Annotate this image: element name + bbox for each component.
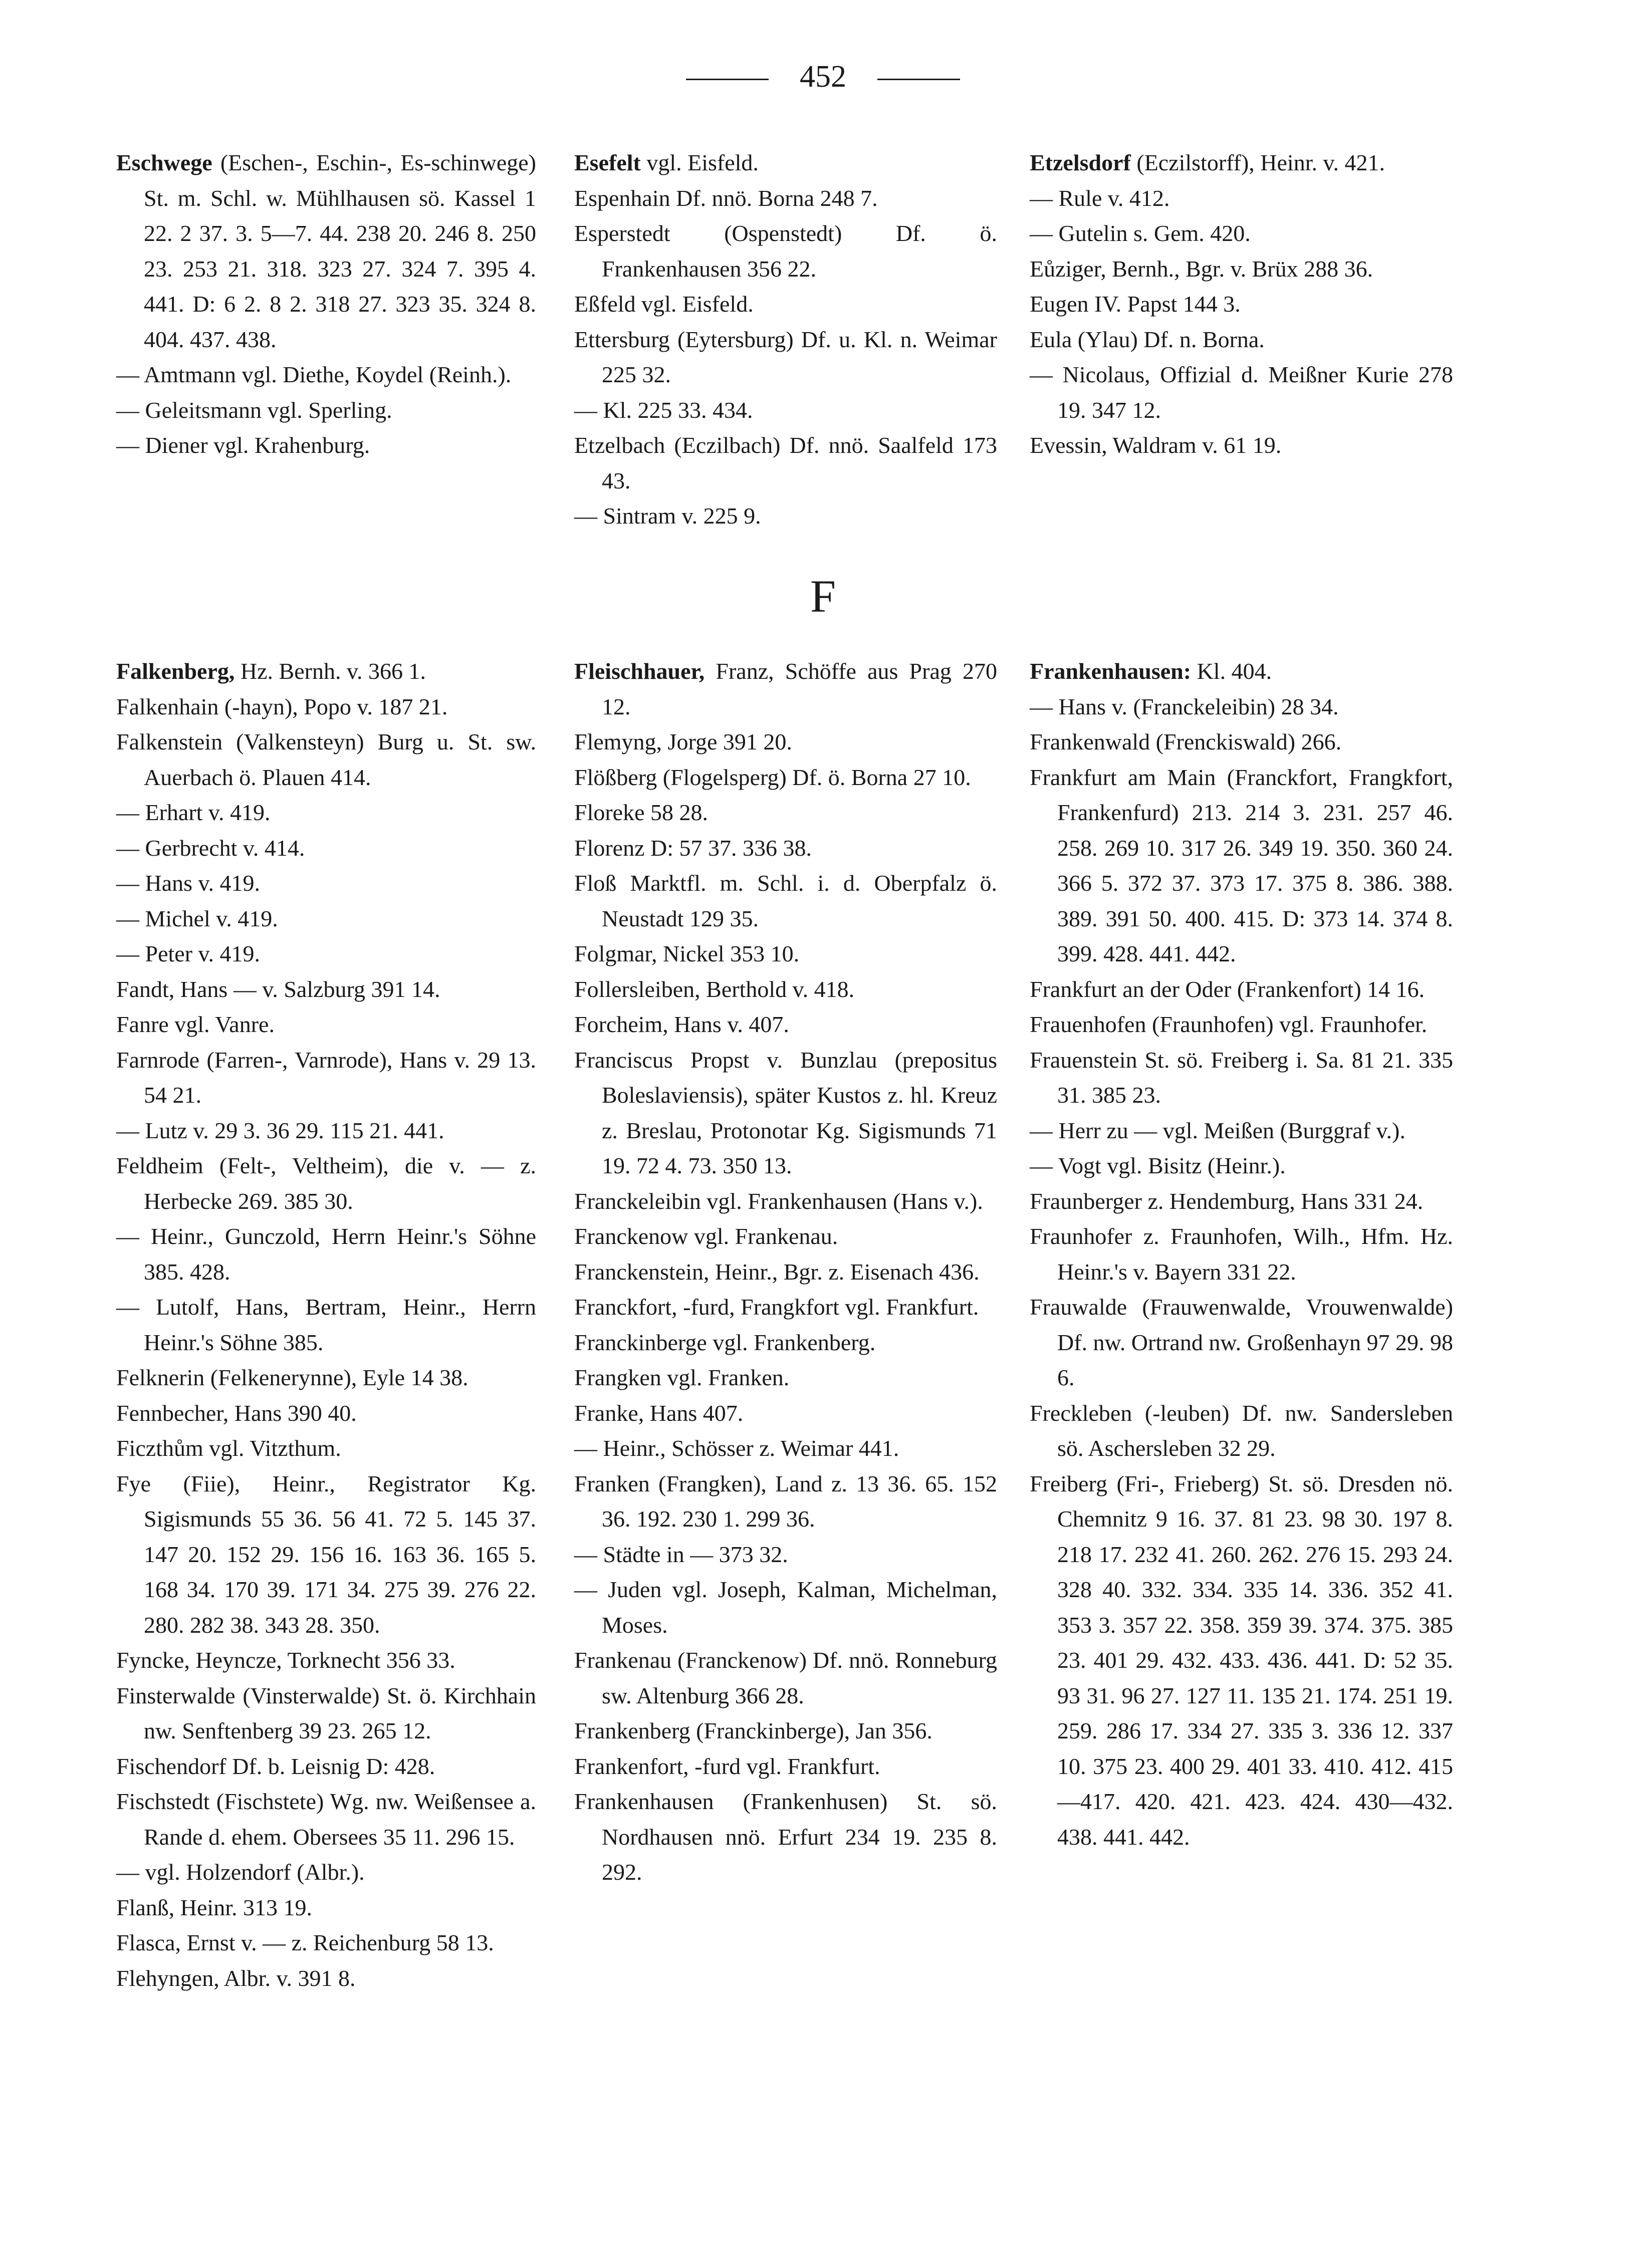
entry-text: Etzelbach (Eczilbach) Df. nnö. Saalfeld 173 43. <box>574 432 997 493</box>
entry-text: Franckfort, -furd, Frangkfort vgl. Frankfurt. <box>574 1294 979 1320</box>
bottom-column-2 <box>574 654 997 1890</box>
header-rule-right <box>877 79 960 80</box>
index-entry <box>116 831 536 866</box>
entry-text: Flasca, Ernst v. — z. Reichenburg 58 13. <box>116 1930 494 1955</box>
index-entry <box>116 1219 536 1290</box>
index-entry <box>116 1043 536 1113</box>
entry-text: — Geleitsmann vgl. Sperling. <box>116 397 392 423</box>
entry-text: Frankenfort, -furd vgl. Frankfurt. <box>574 1753 880 1779</box>
index-entry <box>574 1572 997 1643</box>
entry-text: Espenhain Df. nnö. Borna 248 7. <box>574 185 878 211</box>
entry-text: — Michel v. 419. <box>116 905 278 931</box>
entry-text: Frangken vgl. Franken. <box>574 1365 790 1390</box>
entry-text: Franckenow vgl. Frankenau. <box>574 1223 838 1249</box>
entry-text: Franciscus Propst v. Bunzlau (prepositus Boleslaviensis), später Kustos z. hl. Kreuz z. Breslau, Protonotar Kg. Sigismunds 71 19. 72 4. 73. 350 13. <box>574 1047 997 1178</box>
entry-text: Fischstedt (Fischstete) Wg. nw. Weißensee a. Rande d. ehem. Obersees 35 11. 296 15. <box>116 1789 536 1850</box>
index-entry <box>574 1043 997 1184</box>
bottom-column-1 <box>116 654 536 1996</box>
entry-text: Franckenstein, Heinr., Bgr. z. Eisenach 436. <box>574 1258 980 1285</box>
index-entry <box>574 181 997 216</box>
index-entry <box>1030 760 1453 972</box>
entry-text: — Gerbrecht v. 414. <box>116 835 305 861</box>
index-entry <box>116 1396 536 1431</box>
entry-text: Ettersburg (Eytersburg) Df. u. Kl. n. Weimar 225 32. <box>574 326 997 387</box>
entry-text: Frankenwald (Frenckiswald) 266. <box>1030 729 1342 754</box>
entry-text: Folgmar, Nickel 353 10. <box>574 941 800 966</box>
entry-text: Falkenstein (Valkensteyn) Burg u. St. sw. Auerbach ö. Plauen 414. <box>116 729 536 790</box>
index-entry <box>574 1749 997 1785</box>
bottom-column-3 <box>1030 654 1453 1855</box>
entry-text: Frankfurt an der Oder (Frankenfort) 14 16. <box>1030 976 1425 1002</box>
index-entry <box>1030 145 1453 181</box>
entry-text: Esperstedt (Ospenstedt) Df. ö. Frankenhausen 356 22. <box>574 220 997 282</box>
index-entry <box>574 936 997 972</box>
index-entry <box>1030 287 1453 322</box>
index-entry <box>1030 357 1453 428</box>
index-entry <box>116 1290 536 1360</box>
index-entry <box>574 1784 997 1890</box>
index-entry <box>574 1431 997 1466</box>
entry-text: Feldheim (Felt-, Veltheim), die v. — z. Herbecke 269. 385 30. <box>116 1153 536 1214</box>
entry-text: Frankfurt am Main (Franckfort, Frangkfort, Frankenfurd) 213. 214 3. 231. 257 46. 258. 269 10. 317 26. 349 19. 350. 360 24. 366 5. 372 37. 373 17. 375 8. 386. 388. 389. 391 50. 400. 415. D: 373 14. 374 8. 399. 428. 441. 442. <box>1030 764 1453 966</box>
entry-text: — Hans v. 419. <box>116 870 261 896</box>
index-entry <box>1030 1007 1453 1043</box>
entry-text: Fyncke, Heyncze, Torknecht 356 33. <box>116 1647 455 1673</box>
index-entry <box>1030 181 1453 216</box>
entry-text: Flemyng, Jorge 391 20. <box>574 729 792 754</box>
entry-text: Eula (Ylau) Df. n. Borna. <box>1030 326 1265 352</box>
index-entry <box>574 393 997 428</box>
entry-text: — Lutz v. 29 3. 36 29. 115 21. 441. <box>116 1117 444 1143</box>
index-entry <box>574 1290 997 1325</box>
index-entry <box>116 1749 536 1785</box>
index-entry <box>116 1466 536 1643</box>
entry-text: Flößberg (Flogelsperg) Df. ö. Borna 27 10. <box>574 764 971 790</box>
index-entry <box>574 145 997 181</box>
entry-text: Frauenstein St. sö. Freiberg i. Sa. 81 21. 335 31. 385 23. <box>1030 1047 1453 1108</box>
index-entry <box>574 1325 997 1361</box>
index-entry <box>1030 428 1453 463</box>
entry-headword: Falkenberg, <box>116 658 235 684</box>
entry-text: — Peter v. 419. <box>116 941 261 966</box>
index-entry <box>574 1537 997 1573</box>
index-entry <box>116 1855 536 1890</box>
index-entry <box>116 654 536 689</box>
index-entry <box>574 287 997 322</box>
index-entry <box>574 498 997 534</box>
entry-text: — Heinr., Gunczold, Herrn Heinr.'s Söhne 385. 428. <box>116 1223 536 1285</box>
index-entry <box>116 1431 536 1466</box>
index-entry <box>574 428 997 498</box>
index-entry <box>116 1360 536 1396</box>
index-entry <box>116 1925 536 1961</box>
entry-text: Freiberg (Fri-, Frieberg) St. sö. Dresden nö. Chemnitz 9 16. 37. 81 23. 98 30. 197 8. 218 17. 232 41. 260. 262. 276 15. 293 24. 328 40. 332. 334. 335 14. 336. 352 41. 353 3. 357 22. 358. 359 39. 374. 375. 385 23. 401 29. 432. 433. 436. 441. D: 52 35. 93 31. 96 27. 127 11. 135 21. 174. 251 19. 259. 286 17. 334 27. 335 3. 336 12. 337 10. 375 23. 400 29. 401 33. 410. 412. 415—417. 420. 421. 423. 424. 430—432. 438. 441. 442. <box>1030 1470 1453 1850</box>
entry-text: Follersleiben, Berthold v. 418. <box>574 976 855 1002</box>
entry-headword: Fleischhauer, <box>574 658 705 684</box>
entry-text: Franke, Hans 407. <box>574 1400 744 1426</box>
entry-text: Franckinberge vgl. Frankenberg. <box>574 1329 876 1355</box>
index-entry <box>116 428 536 463</box>
entry-text: Frankenhausen (Frankenhusen) St. sö. Nordhausen nnö. Erfurt 234 19. 235 8. 292. <box>574 1789 997 1885</box>
index-entry <box>116 901 536 937</box>
index-entry <box>574 1360 997 1396</box>
index-entry <box>116 393 536 428</box>
index-entry <box>574 216 997 287</box>
entry-text: Falkenhain (-hayn), Popo v. 187 21. <box>116 693 448 719</box>
index-entry <box>1030 1219 1453 1290</box>
index-entry <box>574 1007 997 1043</box>
index-entry <box>574 654 997 724</box>
index-entry <box>116 689 536 725</box>
entry-text: Eůziger, Bernh., Bgr. v. Brüx 288 36. <box>1030 256 1373 282</box>
index-entry <box>116 1890 536 1926</box>
entry-text: Evessin, Waldram v. 61 19. <box>1030 432 1282 458</box>
entry-text: — Nicolaus, Offizial d. Meißner Kurie 278 19. 347 12. <box>1030 362 1453 423</box>
entry-text: Kl. 404. <box>1191 658 1272 684</box>
entry-headword: Eschwege <box>116 150 212 175</box>
entry-text: — Kl. 225 33. 434. <box>574 397 753 423</box>
entry-text: Floreke 58 28. <box>574 800 709 825</box>
index-entry <box>1030 1466 1453 1855</box>
index-entry <box>574 1713 997 1749</box>
entry-text: — Rule v. 412. <box>1030 185 1170 211</box>
entry-text: Florenz D: 57 37. 336 38. <box>574 835 812 861</box>
index-entry <box>1030 654 1453 689</box>
index-entry <box>574 1396 997 1431</box>
entry-text: Eßfeld vgl. Eisfeld. <box>574 291 754 317</box>
index-entry <box>116 1148 536 1219</box>
entry-text: Fischendorf Df. b. Leisnig D: 428. <box>116 1753 435 1779</box>
index-entry <box>116 1643 536 1678</box>
index-entry <box>1030 1043 1453 1113</box>
index-entry <box>1030 1290 1453 1396</box>
index-entry <box>116 972 536 1007</box>
entry-text: — Amtmann vgl. Diethe, Koydel (Reinh.). <box>116 362 512 387</box>
entry-text: — Vogt vgl. Bisitz (Heinr.). <box>1030 1153 1286 1178</box>
entry-text: — Diener vgl. Krahenburg. <box>116 432 370 458</box>
top-column-1 <box>116 145 536 463</box>
entry-text: Floß Marktfl. m. Schl. i. d. Oberpfalz ö. Neustadt 129 35. <box>574 870 997 931</box>
entry-headword: Esefelt <box>574 150 641 175</box>
index-entry <box>574 866 997 936</box>
entry-text: Felknerin (Felkenerynne), Eyle 14 38. <box>116 1365 468 1390</box>
entry-text: — vgl. Holzendorf (Albr.). <box>116 1859 365 1885</box>
index-entry <box>1030 1113 1453 1149</box>
index-entry <box>574 1466 997 1537</box>
entry-text: (Eczilstorff), Heinr. v. 421. <box>1130 150 1385 175</box>
entry-text: Fraunberger z. Hendemburg, Hans 331 24. <box>1030 1188 1424 1214</box>
entry-text: Frauwalde (Frauwenwalde, Vrouwenwalde) Df. nw. Ortrand nw. Großenhayn 97 29. 98 6. <box>1030 1294 1453 1390</box>
entry-text: Fandt, Hans — v. Salzburg 391 14. <box>116 976 440 1002</box>
index-entry <box>574 1219 997 1254</box>
index-entry <box>116 936 536 972</box>
entry-text: Fennbecher, Hans 390 40. <box>116 1400 357 1426</box>
section-letter: F <box>810 571 836 622</box>
entry-text: Fye (Fiie), Heinr., Registrator Kg. Sigismunds 55 36. 56 41. 72 5. 145 37. 147 20. 152 29. 156 16. 163 36. 165 5. 168 34. 170 39. 171 34. 275 39. 276 22. 280. 282 38. 343 28. 350. <box>116 1470 536 1638</box>
index-entry <box>1030 724 1453 760</box>
index-entry <box>574 1643 997 1713</box>
index-entry <box>116 795 536 831</box>
index-entry <box>1030 322 1453 358</box>
top-column-2 <box>574 145 997 534</box>
entry-text: Ficzthům vgl. Vitzthum. <box>116 1435 341 1461</box>
index-entry <box>116 145 536 357</box>
entry-text: Finsterwalde (Vinsterwalde) St. ö. Kirchhain nw. Senftenberg 39 23. 265 12. <box>116 1682 536 1743</box>
entry-text: Hz. Bernh. v. 366 1. <box>234 658 426 684</box>
page-number: 452 <box>800 60 846 94</box>
entry-text: — Städte in — 373 32. <box>574 1541 788 1567</box>
index-entry <box>1030 1184 1453 1219</box>
index-entry <box>116 1784 536 1855</box>
entry-text: Franz, Schöffe aus Prag 270 12. <box>602 658 997 719</box>
entry-text: Frankenberg (Franckinberge), Jan 356. <box>574 1718 932 1743</box>
index-entry <box>574 831 997 866</box>
index-entry <box>1030 251 1453 287</box>
index-entry <box>574 1254 997 1290</box>
page-header <box>0 59 1646 94</box>
index-entry <box>116 724 536 795</box>
index-entry <box>574 724 997 760</box>
entry-text: Frauenhofen (Fraunhofen) vgl. Fraunhofer. <box>1030 1012 1428 1037</box>
index-entry <box>1030 1148 1453 1184</box>
top-column-3 <box>1030 145 1453 463</box>
entry-text: — Gutelin s. Gem. 420. <box>1030 220 1251 246</box>
entry-headword: Etzelsdorf <box>1030 150 1131 175</box>
index-entry <box>574 972 997 1007</box>
entry-text: — Herr zu — vgl. Meißen (Burggraf v.). <box>1030 1117 1405 1143</box>
entry-text: Flehyngen, Albr. v. 391 8. <box>116 1965 356 1991</box>
entry-text: Freckleben (-leuben) Df. nw. Sandersleben sö. Aschersleben 32 29. <box>1030 1400 1453 1461</box>
index-entry <box>1030 689 1453 725</box>
index-entry <box>116 1678 536 1749</box>
entry-text: Franckeleibin vgl. Frankenhausen (Hans v.). <box>574 1188 983 1214</box>
index-entry <box>1030 1396 1453 1466</box>
entry-text: Frankenau (Franckenow) Df. nnö. Ronneburg sw. Altenburg 366 28. <box>574 1647 997 1708</box>
entry-text: Fanre vgl. Vanre. <box>116 1012 275 1037</box>
header-rule-left <box>686 79 769 80</box>
index-entry <box>116 357 536 393</box>
entry-text: — Heinr., Schösser z. Weimar 441. <box>574 1435 899 1461</box>
index-entry <box>116 1961 536 1996</box>
index-entry <box>574 760 997 796</box>
index-entry <box>574 1184 997 1219</box>
index-entry <box>574 795 997 831</box>
entry-text: — Hans v. (Franckeleibin) 28 34. <box>1030 693 1339 719</box>
index-entry <box>574 322 997 393</box>
entry-text: — Juden vgl. Joseph, Kalman, Michelman, Moses. <box>574 1577 997 1638</box>
index-entry <box>1030 216 1453 251</box>
entry-headword: Frankenhausen: <box>1030 658 1192 684</box>
index-entry <box>116 1113 536 1149</box>
entry-text: Franken (Frangken), Land z. 13 36. 65. 152 36. 192. 230 1. 299 36. <box>574 1470 997 1532</box>
index-entry <box>1030 972 1453 1007</box>
entry-text: — Sintram v. 225 9. <box>574 503 761 529</box>
entry-text: — Lutolf, Hans, Bertram, Heinr., Herrn Heinr.'s Söhne 385. <box>116 1294 536 1355</box>
index-entry <box>116 1007 536 1043</box>
entry-text: Flanß, Heinr. 313 19. <box>116 1894 312 1920</box>
entry-text: Forcheim, Hans v. 407. <box>574 1012 789 1037</box>
entry-text: vgl. Eisfeld. <box>640 150 759 175</box>
entry-text: Fraunhofer z. Fraunhofen, Wilh., Hfm. Hz. Heinr.'s v. Bayern 331 22. <box>1030 1223 1453 1285</box>
entry-text: Farnrode (Farren-, Varnrode), Hans v. 29 13. 54 21. <box>116 1047 536 1108</box>
index-entry <box>116 866 536 901</box>
entry-text: — Erhart v. 419. <box>116 800 271 825</box>
entry-text: Eugen IV. Papst 144 3. <box>1030 291 1241 317</box>
entry-text: (Eschen-, Eschin-, Es-schinwege) St. m. Schl. w. Mühlhausen sö. Kassel 1 22. 2 37. 3. 5—7. 44. 238 20. 246 8. 250 23. 253 21. 318. 323 27. 324 7. 395 4. 441. D: 6 2. 8 2. 318 27. 323 35. 324 8. 404. 437. 438. <box>144 150 536 352</box>
